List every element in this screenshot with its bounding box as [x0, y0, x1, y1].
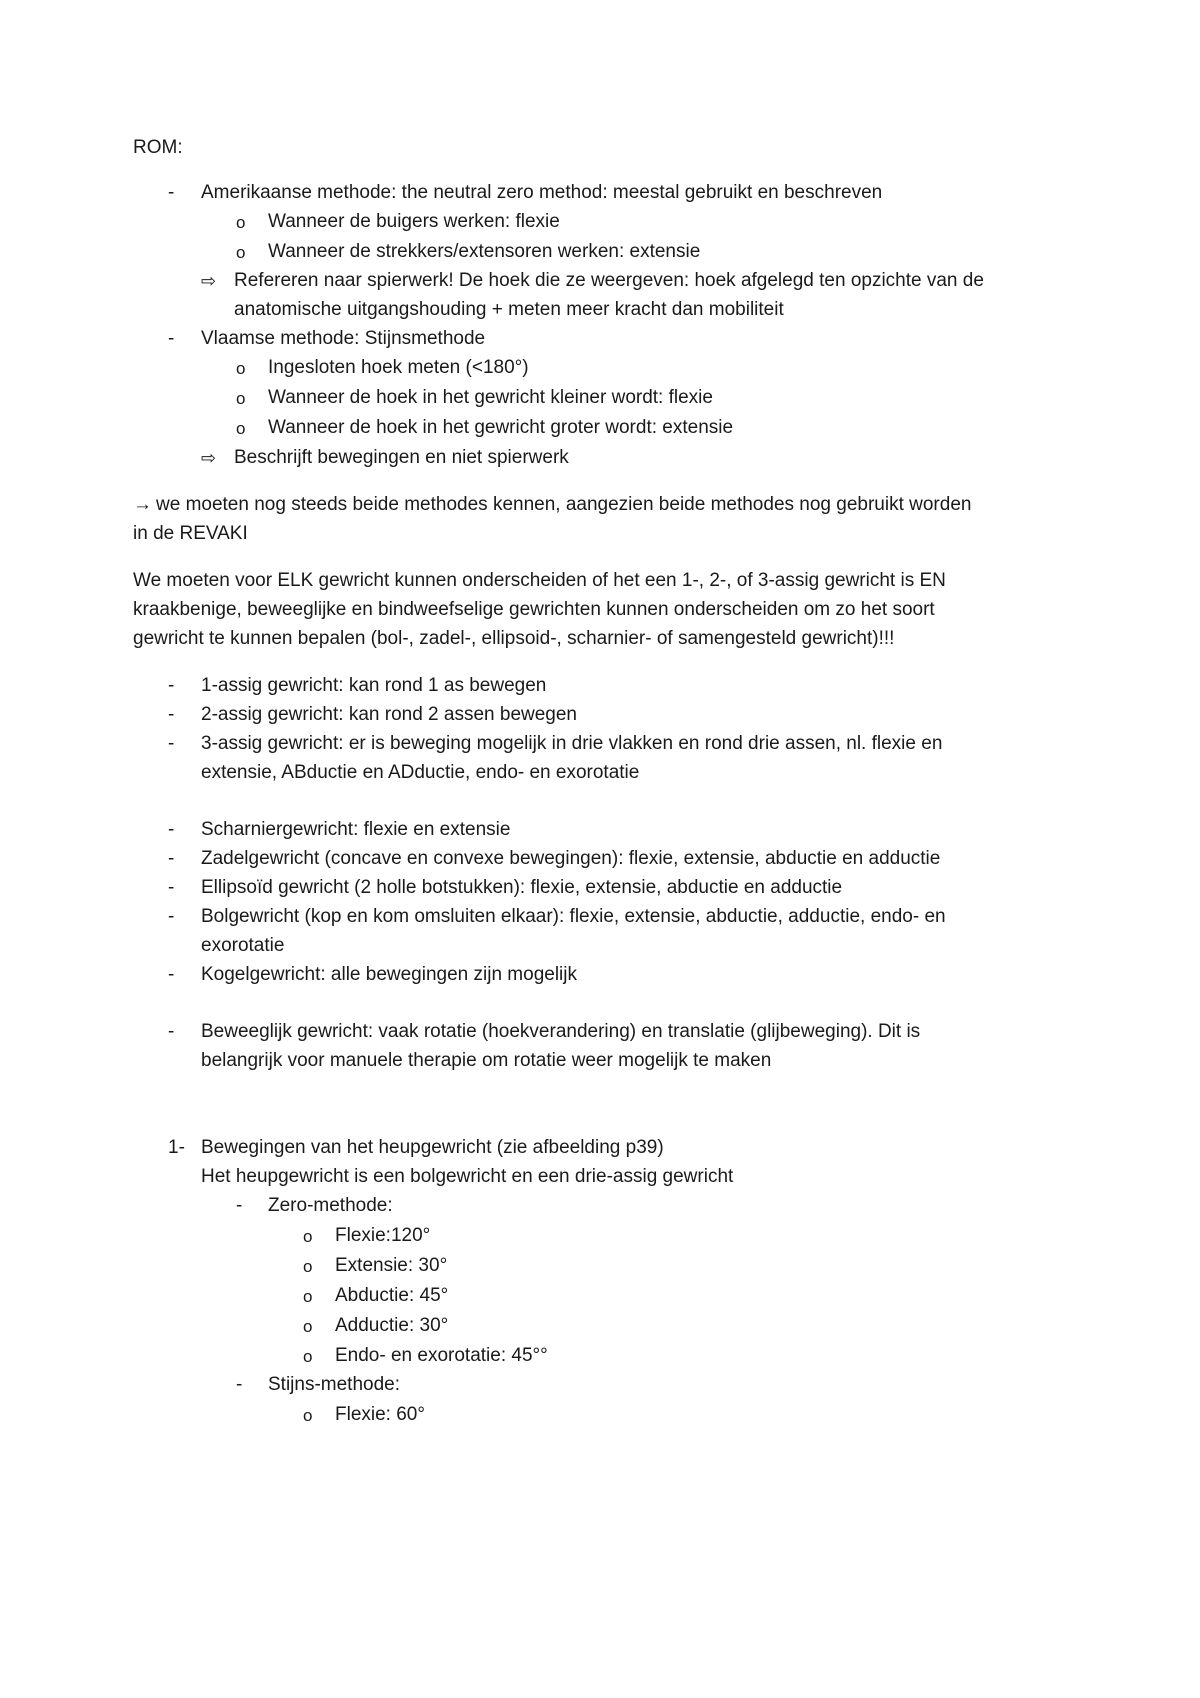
flemish-note: Beschrijft bewegingen en niet spierwerk — [234, 447, 569, 468]
section-title: Bewegingen van het heupgewricht (zie afbeelding p39) — [201, 1137, 664, 1158]
dash-bullet: - — [168, 328, 175, 349]
intro-line-3: gewricht te kunnen bepalen (bol-, zadel-, ellipsoid-, scharnier- of samengesteld gewricht)!!! — [133, 628, 895, 649]
flemish-sub-2: Wanneer de hoek in het gewricht kleiner wordt: flexie — [268, 387, 713, 408]
mobile-joint-line-1: Beweeglijk gewricht: vaak rotatie (hoekverandering) en translatie (glijbeweging). Dit is — [201, 1021, 921, 1042]
dash-bullet: - — [168, 906, 175, 927]
circle-bullet: o — [236, 213, 246, 232]
conclusion-line-2: in de REVAKI — [133, 523, 248, 544]
conclusion-line-1: we moeten nog steeds beide methodes kennen, aangezien beide methodes nog gebruikt worden — [156, 494, 972, 515]
zero-value-3: Abductie: 45° — [335, 1285, 449, 1306]
joint-type-4-cont: exorotatie — [201, 935, 285, 956]
arrow-icon: ⇨ — [201, 448, 217, 468]
zero-method-label: Zero-methode: — [268, 1195, 393, 1216]
dash-bullet: - — [168, 675, 175, 696]
zero-value-4: Adductie: 30° — [335, 1315, 449, 1336]
dash-bullet: - — [168, 848, 175, 869]
section-number: 1- — [168, 1137, 185, 1158]
zero-value-2: Extensie: 30° — [335, 1255, 448, 1276]
circle-bullet: o — [236, 359, 246, 378]
dash-bullet: - — [168, 704, 175, 725]
joint-type-5: Kogelgewricht: alle bewegingen zijn mogelijk — [201, 964, 577, 985]
intro-line-1: We moeten voor ELK gewricht kunnen onderscheiden of het een 1-, 2-, of 3-assig gewricht is EN — [133, 570, 946, 591]
american-note-2: anatomische uitgangshouding + meten meer kracht dan mobiliteit — [234, 299, 784, 320]
zero-value-1: Flexie:120° — [335, 1225, 431, 1246]
flemish-method: Vlaamse methode: Stijnsmethode — [201, 328, 486, 349]
dash-bullet: - — [168, 819, 175, 840]
axes-item-3-cont: extensie, ABductie en ADductie, endo- en exorotatie — [201, 762, 640, 783]
american-sub-2: Wanneer de strekkers/extensoren werken: extensie — [268, 241, 701, 262]
american-method: Amerikaanse methode: the neutral zero method: meestal gebruikt en beschreven — [201, 182, 883, 203]
flemish-sub-1: Ingesloten hoek meten (<180°) — [268, 357, 529, 378]
section-subtitle: Het heupgewricht is een bolgewricht en een drie-assig gewricht — [201, 1166, 734, 1187]
dash-bullet: - — [236, 1374, 243, 1395]
dash-bullet: - — [236, 1195, 243, 1216]
stijns-method-label: Stijns-methode: — [268, 1374, 401, 1395]
dash-bullet: - — [168, 877, 175, 898]
joint-type-1: Scharniergewricht: flexie en extensie — [201, 819, 511, 840]
circle-bullet: o — [303, 1257, 313, 1276]
axes-item-2: 2-assig gewricht: kan rond 2 assen bewegen — [201, 704, 578, 725]
american-sub-1: Wanneer de buigers werken: flexie — [268, 211, 560, 232]
circle-bullet: o — [303, 1227, 313, 1246]
mobile-joint-line-2: belangrijk voor manuele therapie om rotatie weer mogelijk te maken — [201, 1050, 772, 1071]
page-heading: ROM: — [133, 137, 183, 158]
circle-bullet: o — [303, 1287, 313, 1306]
circle-bullet: o — [236, 243, 246, 262]
zero-value-5: Endo- en exorotatie: 45°° — [335, 1345, 548, 1366]
joint-type-3: Ellipsoïd gewricht (2 holle botstukken): flexie, extensie, abductie en adductie — [201, 877, 843, 898]
axes-item-1: 1-assig gewricht: kan rond 1 as bewegen — [201, 675, 547, 696]
dash-bullet: - — [168, 733, 175, 754]
circle-bullet: o — [303, 1347, 313, 1366]
dash-bullet: - — [168, 182, 175, 203]
joint-type-4: Bolgewricht (kop en kom omsluiten elkaar): flexie, extensie, abductie, adductie, endo- en — [201, 906, 946, 927]
circle-bullet: o — [303, 1406, 313, 1425]
arrow-icon: ⇨ — [201, 271, 217, 291]
dash-bullet: - — [168, 1021, 175, 1042]
dash-bullet: - — [168, 964, 175, 985]
axes-item-3: 3-assig gewricht: er is beweging mogelijk in drie vlakken en rond drie assen, nl. flexie en — [201, 733, 943, 754]
intro-line-2: kraakbenige, beweeglijke en bindweefselige gewrichten kunnen onderscheiden om zo het soort — [133, 599, 935, 620]
circle-bullet: o — [303, 1317, 313, 1336]
flemish-sub-3: Wanneer de hoek in het gewricht groter wordt: extensie — [268, 417, 734, 438]
stijns-value-1: Flexie: 60° — [335, 1404, 425, 1425]
joint-type-2: Zadelgewricht (concave en convexe bewegingen): flexie, extensie, abductie en adductie — [201, 848, 941, 869]
american-note-1: Refereren naar spierwerk! De hoek die ze weergeven: hoek afgelegd ten opzichte van de — [234, 270, 984, 291]
circle-bullet: o — [236, 389, 246, 408]
right-arrow-icon: → — [133, 494, 152, 515]
circle-bullet: o — [236, 419, 246, 438]
